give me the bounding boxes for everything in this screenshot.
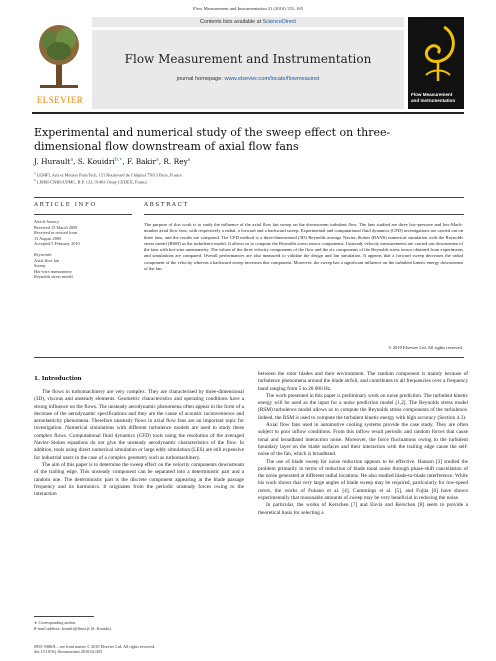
issn-line: 0955-5986/$ – see front matter © 2010 Elsevier Ltd. All rights reserved. [34, 644, 156, 649]
history-line: 13 August 2009 [34, 235, 62, 241]
author-sup[interactable]: b,∗ [114, 157, 123, 163]
elsevier-logo[interactable] [32, 17, 88, 109]
footnote-label: Corresponding author. [38, 620, 77, 625]
intro-paragraph: The use of blade sweep for noise reduction appears to be effective. Hanson [3] studied the problem primarily in terms of reduction of blade tonal noise through phase-shift cancellation of the noise generated at different radial locations. He also studied blade-to-blade interference. While his work shows that very large angles of blade sweep may be required, particularly for low-speed rotors, the works of Fukano et al. [4], Cummings et al. [5], and Fujita [6] have shown experimentally that reasonable amounts of sweep may be very beneficial in reducing the noise. [258, 458, 468, 502]
history-line: Received in revised form [34, 230, 78, 236]
email-note [34, 626, 112, 631]
email-link[interactable]: kouidri@limsi.fr [61, 626, 90, 631]
elsevier-tree-icon [36, 21, 82, 91]
abstract-rule [144, 214, 464, 215]
abstract-heading: ABSTRACT [144, 202, 189, 208]
affiliation-text: LEMFI, Arts et Metiers ParisTech, 151 Boulevard de l’hôpital 75013 Paris, France [36, 172, 182, 178]
keyword: Hot-wire anemometry [34, 268, 73, 274]
intro-paragraph: In particular, the works of Kerschen [7] and Envia and Kerschen [8] seem to provide a theoretical basis for selecting a [258, 502, 468, 516]
copyright-notice: © 2010 Elsevier Ltd. All rights reserved. [388, 345, 463, 350]
doi-link[interactable]: doi:10.1016/j.flowmeasinst.2010.02.003 [34, 649, 102, 655]
email-label: E-mail address: [34, 626, 61, 631]
affiliation-sup: b [34, 178, 36, 182]
email-suffix: (S. Kouidri). [89, 626, 113, 631]
cover-title: Flow Measurement and Instrumentation [411, 92, 456, 103]
masthead-rule [32, 112, 464, 114]
journal-homepage [92, 76, 404, 82]
keyword: Reynolds stress model [34, 274, 73, 280]
section-rule [34, 357, 464, 358]
right-column [258, 371, 468, 517]
article-history [34, 219, 132, 280]
author-sup[interactable]: a [155, 157, 159, 163]
section-rule [34, 197, 464, 198]
affiliation [34, 178, 147, 184]
contents-availability [92, 17, 404, 27]
history-line: Received 15 March 2009 [34, 224, 78, 230]
author-name: S. Kouidri [77, 157, 115, 166]
intro-paragraph: Axial flow fans used in automotive cooling systems provide the case study. They are often subject to poor inflow conditions. From this inflow result periodic and random forces that cause tonal and broadband interaction noise. Moreover, the force fluctuations owing to the turbulent boundary layer on the blade surfaces and their interaction with the trailing edge cause the self-noise of the fan, which is broadband. [258, 422, 468, 458]
corresponding-author-note [34, 620, 76, 625]
homepage-link[interactable]: www.elsevier.com/locate/flowmeasinst [224, 76, 320, 82]
section-heading-introduction: 1. Introduction [34, 376, 82, 382]
contents-prefix: Contents lists available at [200, 19, 263, 25]
intro-paragraph: The aim of this paper is to determine the sweep effect on the velocity components downstream of the trailing edge. This unsteady component can be separated into a deterministic part and a random one. The deterministic part is the discrete component appearing at the blade passage frequency and its harmonics. It originates from the periodic unsteady forces owing to the interaction [34, 461, 244, 498]
article-info-heading: ARTICLE INFO [34, 202, 97, 208]
abstract-text: The purpose of this work is to study the influence of the axial flow fan sweep on the downstream turbulent flow. The fans studied are three low-pressure and low-Mach-number axial flow fans, with respectively a radial, a forward and a backward sweep. Experimental and computational fluid dynamics (CFD) investigations are carried out on three fans, and the results are compared. The CFD method is a three-dimensional (3D) Reynolds average Navier–Stokes (RANS) numerical simulation with the Reynolds stress model (RSM) as the turbulence model. It allows us to compute the Reynolds stress tensor components. Unsteady velocity measurements are carried out downstream of the fans with hot-wire anemometry. The values of the three velocity components of the flow and the six components of the Reynolds stress tensor obtained from experiments and simulations are compared. Overall performances are also measured to validate the design and fan simulation. It appears that a forward sweep decreases the radial component of the velocity whereas a backward sweep increases this component. Moreover, the sweep has a significant influence on the turbulent kinetic energy downstream of the fan. [144, 222, 463, 271]
author-name: J. Hurault [34, 157, 71, 166]
author-name: F. Bakir [127, 157, 156, 166]
info-rule [34, 214, 132, 215]
footnote-rule [34, 616, 94, 617]
journal-title: Flow Measurement and Instrumentation [124, 52, 372, 66]
author-name: R. Rey [163, 157, 188, 166]
journal-reference: Flow Measurement and Instrumentation 21 (2010) 155–165 [193, 6, 303, 11]
history-label: Article history: [34, 219, 61, 224]
masthead-center [92, 30, 404, 109]
author-sup[interactable]: a [187, 157, 191, 163]
article-identifiers [34, 644, 155, 655]
keyword: Sweep [34, 263, 46, 269]
intro-paragraph: between the rotor blades and their environment. The random component is mainly because of turbulence phenomena around the blade airfoil, and contributes to all frequencies over a frequency band ranging from 5 to 20 000 Hz. [258, 371, 468, 392]
footnote-mark: ∗ [34, 620, 38, 625]
keyword: Axial flow fan [34, 257, 60, 263]
keywords-label: Keywords: [34, 251, 53, 257]
author-sup[interactable]: a [70, 157, 74, 163]
history-line: Accepted 5 February 2010 [34, 241, 80, 247]
left-column [34, 389, 244, 498]
elsevier-wordmark: ELSEVIER [36, 95, 84, 105]
affiliation [34, 171, 182, 177]
affiliation-text: LIMSI-CNRS/UPMC, B.P. 133, 91403 Orsay CEDEX, France [36, 179, 147, 185]
journal-masthead [32, 17, 464, 109]
paper-title: Experimental and numerical study of the sweep effect on three-dimensional flow downstream of axial flow fans [34, 126, 391, 153]
journal-cover[interactable] [408, 17, 464, 109]
affiliation-sup: a [34, 171, 36, 175]
intro-paragraph: The flows in turbomachinery are very complex. They are characterised by three-dimensional (3D), viscous and unsteady elements. Geometric characteristics and operating conditions have a strong influence on the flows. The unsteady aerodynamic phenomena often appear in the form of a decrease of the aerodynamic specifications and they are the cause of acoustic inconvenience and aeroelasticity phenomena. Therefore unsteady flows in axial flow fans are an important topic for investigation. Numerical simulations with different turbulence models are used to study these complex flows. Computational fluid dynamics (CFD) tools using the resolution of the averaged Navier–Stokes equations do not give the unsteady aerodynamic characteristics of the flow. In addition, tools using direct numerical simulation or large eddy simulation (LES) are still expensive for industrial users in the case of a complex geometry such as turbomachinery. [34, 389, 244, 461]
intro-paragraph: The work presented in this paper is preliminary work on noise prediction. The turbulent kinetic energy will be used as the input for a noise prediction model [1,2]. The Reynolds stress model (RSM) turbulence model allows us to compute the Reynolds stress components of the turbulence. Indeed, the RSM is used to compute the turbulent kinetic energy with high accuracy (Section 4.3). [258, 392, 468, 421]
sciencedirect-link[interactable]: ScienceDirect [262, 19, 296, 25]
author-list: J. Hurault$^a$, S. Kouidri$^{b,∗}$, F. Bakir$^a$, R. Rey$^a$ [34, 157, 191, 166]
homepage-prefix: journal homepage: [176, 76, 225, 82]
